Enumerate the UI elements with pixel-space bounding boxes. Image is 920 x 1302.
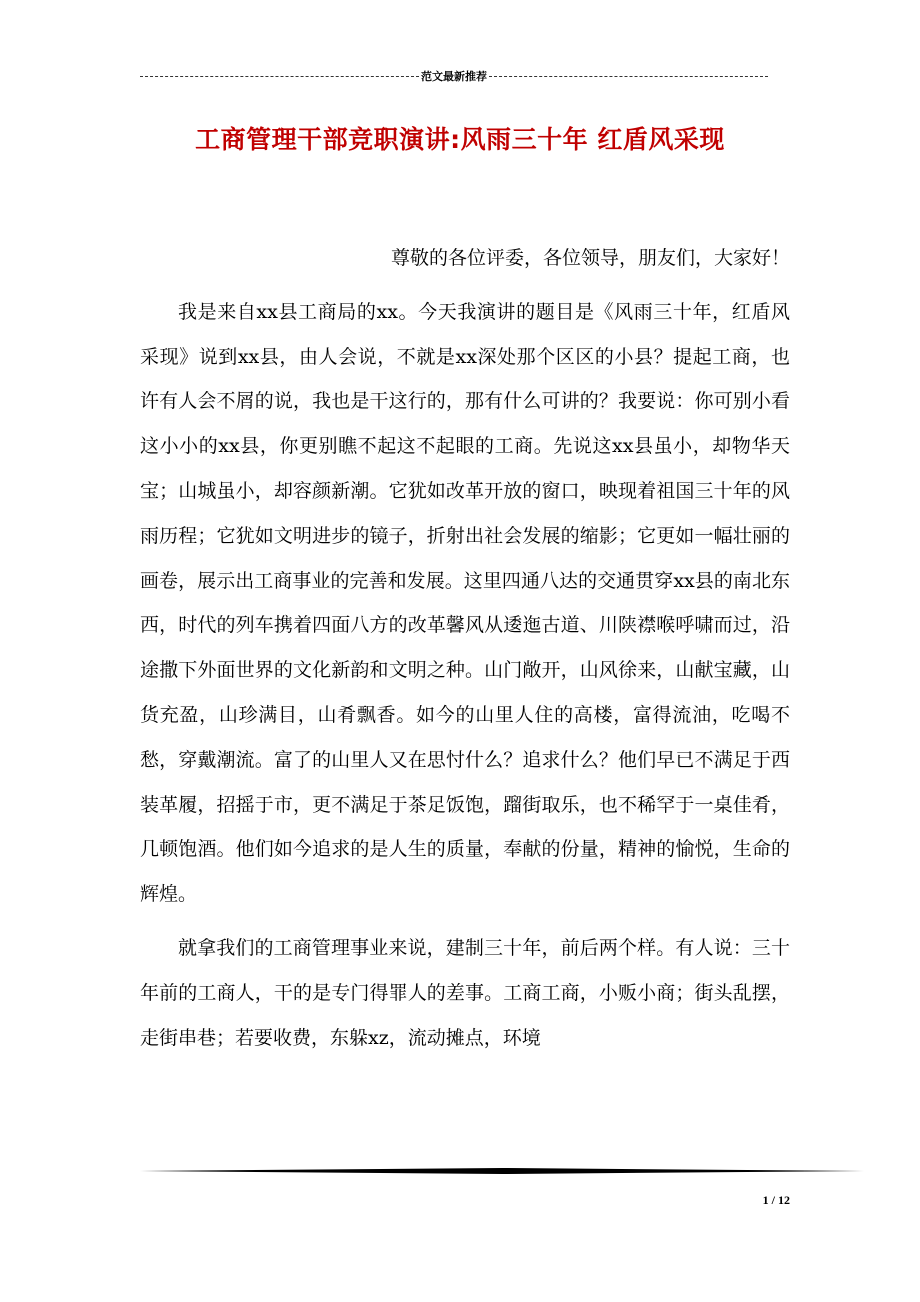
salutation: 尊敬的各位评委，各位领导，朋友们，大家好！ [390, 247, 790, 269]
body-paragraph: 就拿我们的工商管理事业来说，建制三十年，前后两个样。有人说：三十年前的工商人，干的是专门得罪人的差事。工商工商，小贩小商；街头乱摆，走街串巷；若要收费，东躲xz，流动摊点，环境 [140, 936, 790, 1049]
document-title: 工商管理干部竞职演讲:风雨三十年 红盾风采现 [195, 125, 725, 154]
page-header [140, 66, 768, 86]
footer-divider [140, 1167, 864, 1175]
page-number: 1 / 12 [762, 1193, 790, 1207]
header-divider-right [489, 76, 768, 77]
document-body [140, 236, 790, 1060]
header-divider-left [140, 76, 419, 77]
header-label: 范文最新推荐 [421, 70, 487, 83]
body-paragraph: 我是来自xx县工商局的xx。今天我演讲的题目是《风雨三十年，红盾风采现》说到xx县，由人会说，不就是xx深处那个区区的小县？提起工商，也许有人会不屑的说，我也是干这行的，那有什么可讲的？我要说：你可别小看这小小的xx县，你更别瞧不起这不起眼的工商。先说这xx县虽小，却物华天宝；山城虽小，却容颜新潮。它犹如改革开放的窗口，映现着祖国三十年的风雨历程；它犹如文明进步的镜子，折射出社会发展的缩影；它更如一幅壮丽的画卷，展示出工商事业的完善和发展。这里四通八达的交通贯穿xx县的南北东西，时代的列车携着四面八方的改革馨风从逶迤古道、川陕襟喉呼啸而过，沿途撒下外面世界的文化新韵和文明之种。山门敞开，山风徐来，山献宝藏，山货充盈，山珍满目，山肴飘香。如今的山里人住的高楼，富得流油，吃喝不愁，穿戴潮流。富了的山里人又在思忖什么？追求什么？他们早已不满足于西装革履，招摇于市，更不满足于茶足饭饱，蹓街取乐，也不稀罕于一桌佳肴，几顿饱酒。他们如今追求的是人生的质量，奉献的份量，精神的愉悦，生命的辉煌。 [140, 300, 790, 906]
